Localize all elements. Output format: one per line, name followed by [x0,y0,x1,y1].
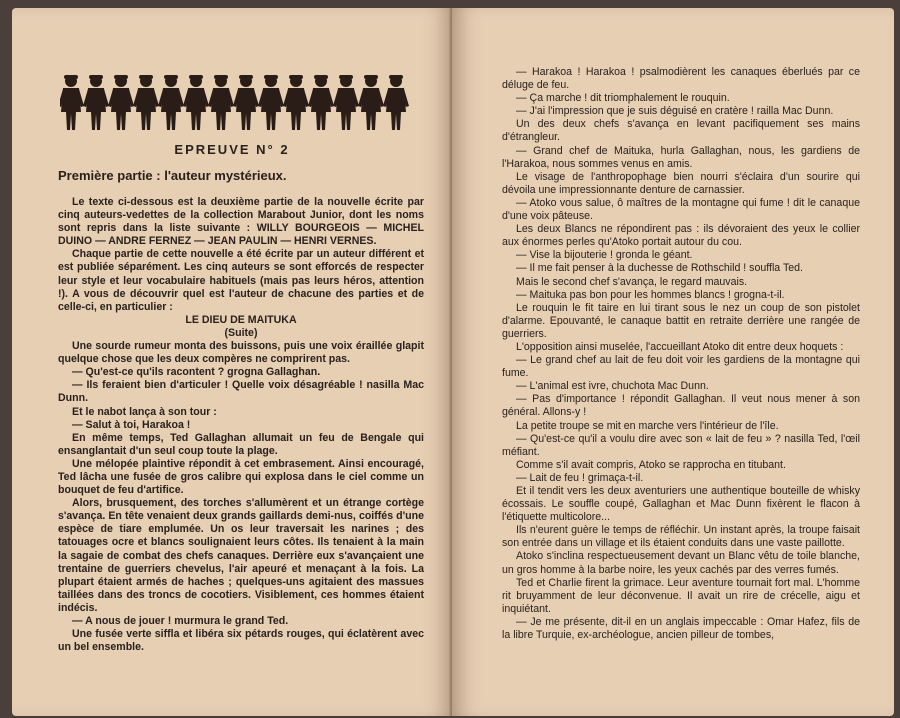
story-paragraph: — Le grand chef au lait de feu doit voir les gardiens de la montagne qui fume. [502,354,860,380]
story-paragraph: — Il me fait penser à la duchesse de Rothschild ! souffla Ted. [516,262,803,275]
story-paragraph: Ils n'eurent guère le temps de réfléchir. Un instant après, la troupe faisait son entrée dans un village et ils étaient conduits dans une vaste paillotte. [502,524,860,550]
story-paragraph: L'opposition ainsi muselée, l'accueillant Atoko dit entre deux hoquets : [516,340,844,353]
story-title: LE DIEU DE MAITUKA [185,313,297,326]
story-paragraph: Une fusée verte siffla et libéra six pétards rouges, qui éclatèrent avec un bel ensemble. [58,628,424,654]
left-page [12,8,452,716]
story-paragraph: Ted et Charlie firent la grimace. Leur aventure tournait fort mal. L'homme rit bruyamment de leur déconvenue. Il avait un rire de crécelle, aigu et inquiétant. [502,576,860,615]
story-paragraph: — Maituka pas bon pour les hommes blancs ! grogna-t-il. [516,288,785,301]
story-paragraph: Et le nabot lança à son tour : [72,405,217,418]
story-paragraph: — J'ai l'impression que je suis déguisé en cratère ! railla Mac Dunn. [516,105,834,118]
intro-paragraph: Chaque partie de cette nouvelle a été écrite par un auteur différent et est publiée séparément. Les cinq auteurs se sont efforcés de respecter leur style et leur vocabulaire habituels (mais pas leurs héros, attention !). A vous de découvrir quel est l'auteur de chacune des parties et de celle-ci, en particulier : [58,248,424,313]
story-paragraph: En même temps, Ted Gallaghan allumait un feu de Bengale qui ensanglantait d'un seul coup toute la plage. [58,431,424,457]
intro-paragraph: Le texte ci-dessous est la deuxième partie de la nouvelle écrite par cinq auteurs-vedettes de la collection Marabout Junior, dont les noms sont repris dans la liste suivante : WILLY BOURGEOIS — MICHEL DUINO — ANDRE FERNEZ — JEAN PAULIN — HENRI VERNES. [58,196,424,248]
story-paragraph: Alors, brusquement, des torches s'allumèrent et un étrange cortège s'avança. En tête venaient deux grands gaillards demi-nus, coiffés d'une espèce de tiare emplumée. Un os leur traversait les narines ; des tatouages ocre et blancs soulignaient leurs côtes. Ils tenaient à la main la sagaie de combat des chefs canaques. Derrière eux s'avançaient une trentaine de guerriers chevelus, l'air apeuré et menaçant à la fois. La plupart étaient armés de haches ; quelques-uns agitaient des massues taillées dans des troncs de cocotiers. Visiblement, ces hommes étaient indécis. [58,497,424,614]
story-paragraph: — Qu'est-ce qu'ils racontent ? grogna Gallaghan. [72,366,321,379]
story-paragraph: — L'animal est ivre, chuchota Mac Dunn. [516,380,709,393]
story-paragraph: — Je me présente, dit-il en un anglais impeccable : Omar Hafez, fils de la libre Turquie, ex-archéologue, ancien pilleur de tombes, [502,615,860,642]
story-paragraph: — Qu'est-ce qu'il a voulu dire avec son « lait de feu » ? nasilla Ted, l'œil méfiant. [502,432,860,458]
left-text-column [58,196,424,654]
story-paragraph: — Lait de feu ! grimaça-t-il. [516,471,644,484]
story-paragraph: Le rouquin le fit taire en lui tirant sous le nez un coup de son pistolet d'alarme. Epouvanté, le canaque battit en retraite derrière une rangée de guerriers. [502,301,860,340]
story-paragraph: Une mélopée plaintive répondit à cet embrasement. Ainsi encouragé, Ted lâcha une fusée de gros calibre qui explosa dans le ciel comme un bouquet de feu d'artifice. [58,457,424,497]
story-paragraph: — Vise la bijouterie ! gronda le géant. [516,249,693,262]
test-heading: EPREUVE N° 2 [174,142,290,157]
story-paragraph: — Harakoa ! Harakoa ! psalmodièrent les canaques éberlués par ce déluge de feu. [502,66,860,92]
story-paragraph: La petite troupe se mit en marche vers l'intérieur de l'île. [516,419,779,432]
story-paragraph: — Ils feraient bien d'articuler ! Quelle voix désagréable ! nasilla Mac Dunn. [58,379,424,405]
story-paragraph: Un des deux chefs s'avança en levant pacifiquement ses mains d'étrangleur. [502,118,860,144]
story-paragraph: Et il tendit vers les deux aventuriers une authentique bouteille de whisky écossais. Le souffle coupé, Gallaghan et Mac Dunn fixèrent le flacon à l'étiquette multicolore... [502,485,860,524]
right-page [452,8,894,716]
story-paragraph: Une sourde rumeur monta des buissons, puis une voix éraillée glapit quelque chose que les deux compères ne comprirent pas. [58,340,424,366]
right-text-column [502,66,860,642]
story-paragraph: Comme s'il avait compris, Atoko se rapprocha en titubant. [516,458,786,471]
story-paragraph: — Pas d'importance ! répondit Gallaghan. Il veut nous mener à son général. Allons-y ! [502,393,860,419]
story-paragraph: — Salut à toi, Harakoa ! [72,418,191,431]
story-paragraph: Le visage de l'anthropophage bien nourri s'éclaira d'un sourire qui dévoila une impressionnante denture de carnassier. [502,170,860,196]
story-paragraph: — Grand chef de Maituka, hurla Gallaghan, nous, les gardiens de l'Harakoa, nous sommes venus en amis. [502,144,860,170]
story-paragraph: — Ça marche ! dit triomphalement le rouquin. [516,92,730,105]
story-paragraph: — Atoko vous salue, ô maîtres de la montagne qui fume ! dit le canaque d'une voix pâteuse. [502,196,860,223]
story-paragraph: Les deux Blancs ne répondirent pas : ils dévoraient des yeux le collier aux énormes perles qu'Atoko portait autour du cou. [502,223,860,249]
story-continuation-label: (Suite) [224,326,258,339]
story-paragraph: Atoko s'inclina respectueusement devant un Blanc vêtu de toile blanche, un gros homme à la barbe noire, les yeux cachés par des verres fumés. [502,550,860,576]
story-paragraph: — A nous de jouer ! murmura le grand Ted. [72,615,289,627]
story-paragraph: Mais le second chef s'avança, le regard mauvais. [516,275,748,288]
part-subtitle: Première partie : l'auteur mystérieux. [58,168,287,183]
children-row-illustration [60,72,412,134]
